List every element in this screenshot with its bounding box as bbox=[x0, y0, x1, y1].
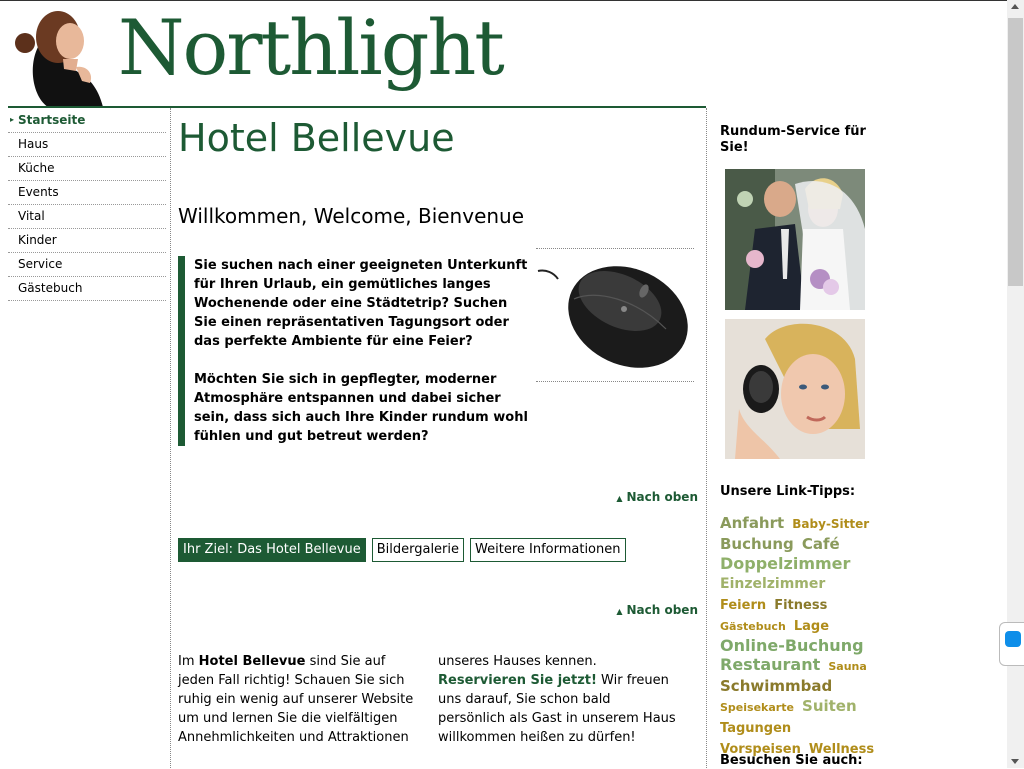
tag-link[interactable]: Buchung bbox=[720, 535, 794, 553]
column-divider-left bbox=[170, 108, 172, 768]
nav-item-label: Küche bbox=[18, 161, 55, 175]
tag-link[interactable]: Fitness bbox=[774, 598, 828, 613]
tag-link[interactable]: Tagungen bbox=[720, 721, 792, 736]
nav-item-gaestebuch[interactable] bbox=[8, 277, 166, 301]
tag-link[interactable]: Schwimmbad bbox=[720, 677, 833, 695]
welcome-heading: Willkommen, Welcome, Bienvenue bbox=[178, 204, 525, 228]
tab-hotel-bellevue[interactable]: Ihr Ziel: Das Hotel Bellevue bbox=[178, 538, 366, 562]
intro-paragraph-1: Sie suchen nach einer geeigneten Unterkunft für Ihren Urlaub, ein gemütliches langes Wochenende oder eine Städtetrip? Suchen Sie einen repräsentativen Tagungsort oder das perfekte Ambiente für eine Feier? bbox=[194, 258, 528, 349]
header bbox=[8, 2, 708, 108]
nav-item-label: Events bbox=[18, 185, 59, 199]
back-to-top-label: Nach oben bbox=[626, 490, 698, 504]
tag-link[interactable]: Speisekarte bbox=[720, 701, 794, 714]
tag-link[interactable]: Anfahrt bbox=[720, 514, 785, 532]
nav-item-kueche[interactable] bbox=[8, 157, 166, 181]
header-divider bbox=[8, 106, 706, 108]
back-to-top-link[interactable] bbox=[616, 490, 698, 504]
tag-link[interactable]: Feiern bbox=[720, 598, 767, 613]
tag-link[interactable]: Gästebuch bbox=[720, 620, 786, 633]
wedding-photo bbox=[725, 169, 865, 310]
nav-item-label: Gästebuch bbox=[18, 281, 83, 295]
tag-cloud bbox=[720, 513, 880, 759]
woman-portrait-image bbox=[8, 7, 120, 107]
top-border bbox=[0, 0, 1024, 1]
up-arrow-icon: ▲ bbox=[616, 607, 623, 616]
body-text: Im bbox=[178, 654, 199, 669]
page-title: Hotel Bellevue bbox=[178, 116, 455, 160]
nav-item-label: Service bbox=[18, 257, 63, 271]
column-divider-right bbox=[706, 108, 708, 768]
nav-item-startseite[interactable] bbox=[8, 109, 166, 133]
tag-link[interactable]: Lage bbox=[793, 619, 830, 634]
brand-logo-text: Northlight bbox=[118, 3, 503, 92]
up-arrow-icon: ▲ bbox=[616, 494, 623, 503]
intro-paragraph-2: Möchten Sie sich in gepflegter, moderner Atmosphäre entspannen und dabei sicher sein, dass sich auch Ihre Kinder rundum wohl fühlen und gut betreut werden? bbox=[194, 372, 528, 444]
active-arrow-icon: ▸ bbox=[10, 115, 15, 124]
visit-also-heading: Besuchen Sie auch: bbox=[720, 753, 863, 768]
scroll-up-arrow-icon[interactable] bbox=[1011, 4, 1019, 9]
tab-bildergalerie[interactable]: Bildergalerie bbox=[372, 538, 464, 562]
tab-weitere-informationen[interactable]: Weitere Informationen bbox=[470, 538, 625, 562]
tag-link[interactable]: Doppelzimmer bbox=[720, 554, 851, 573]
nav-item-label: Kinder bbox=[18, 233, 57, 247]
intro-quote bbox=[178, 256, 534, 446]
body-text: unseres Hauses kennen. bbox=[438, 654, 597, 669]
nav-item-kinder[interactable] bbox=[8, 229, 166, 253]
nav-item-label: Startseite bbox=[18, 113, 86, 127]
content-tabs bbox=[178, 538, 626, 562]
tag-link[interactable]: Restaurant bbox=[720, 655, 821, 674]
nav-item-haus[interactable] bbox=[8, 133, 166, 157]
nav-item-label: Vital bbox=[18, 209, 45, 223]
teamviewer-icon bbox=[1005, 631, 1021, 647]
nav-item-label: Haus bbox=[18, 137, 49, 151]
tag-link[interactable]: Wellness bbox=[808, 742, 875, 757]
body-text-column-2 bbox=[438, 652, 681, 747]
tag-link[interactable]: Vorspeisen bbox=[720, 742, 801, 757]
tag-link[interactable]: Einzelzimmer bbox=[720, 576, 826, 592]
scroll-down-arrow-icon[interactable] bbox=[1011, 759, 1019, 764]
tag-link[interactable]: Baby-Sitter bbox=[792, 517, 870, 531]
nav-item-events[interactable] bbox=[8, 181, 166, 205]
teamviewer-widget[interactable] bbox=[999, 622, 1024, 666]
body-text-column-1 bbox=[178, 652, 421, 747]
tag-link[interactable]: Suiten bbox=[802, 697, 857, 715]
nav-item-service[interactable] bbox=[8, 253, 166, 277]
body-text: sind Sie auf jeden Fall richtig! Schauen Sie sich ruhig ein wenig auf unserer Website um und lernen Sie die vielfältigen Annehmlichkeiten und Attraktionen bbox=[178, 654, 414, 745]
link-tips-heading: Unsere Link-Tipps: bbox=[720, 484, 856, 499]
back-to-top-link-2[interactable] bbox=[616, 603, 698, 617]
service-heading: Rundum-Service für Sie! bbox=[720, 124, 866, 155]
computer-mouse-image bbox=[536, 249, 694, 381]
tag-link[interactable]: Sauna bbox=[828, 660, 867, 673]
body-text: Wir freuen uns darauf, Sie schon bald persönlich als Gast in unserem Haus willkommen heißen zu dürfen! bbox=[438, 673, 676, 745]
left-navigation bbox=[8, 109, 166, 301]
mouse-image-frame bbox=[536, 248, 694, 382]
hotel-name-bold: Hotel Bellevue bbox=[198, 654, 306, 669]
woman-with-mirror-photo bbox=[725, 319, 865, 459]
scrollbar-thumb[interactable] bbox=[1008, 18, 1023, 286]
back-to-top-label: Nach oben bbox=[626, 603, 698, 617]
nav-item-vital[interactable] bbox=[8, 205, 166, 229]
tag-link[interactable]: Café bbox=[801, 535, 840, 553]
reserve-now-link[interactable]: Reservieren Sie jetzt! bbox=[438, 673, 597, 688]
tag-link[interactable]: Online-Buchung bbox=[720, 636, 864, 655]
